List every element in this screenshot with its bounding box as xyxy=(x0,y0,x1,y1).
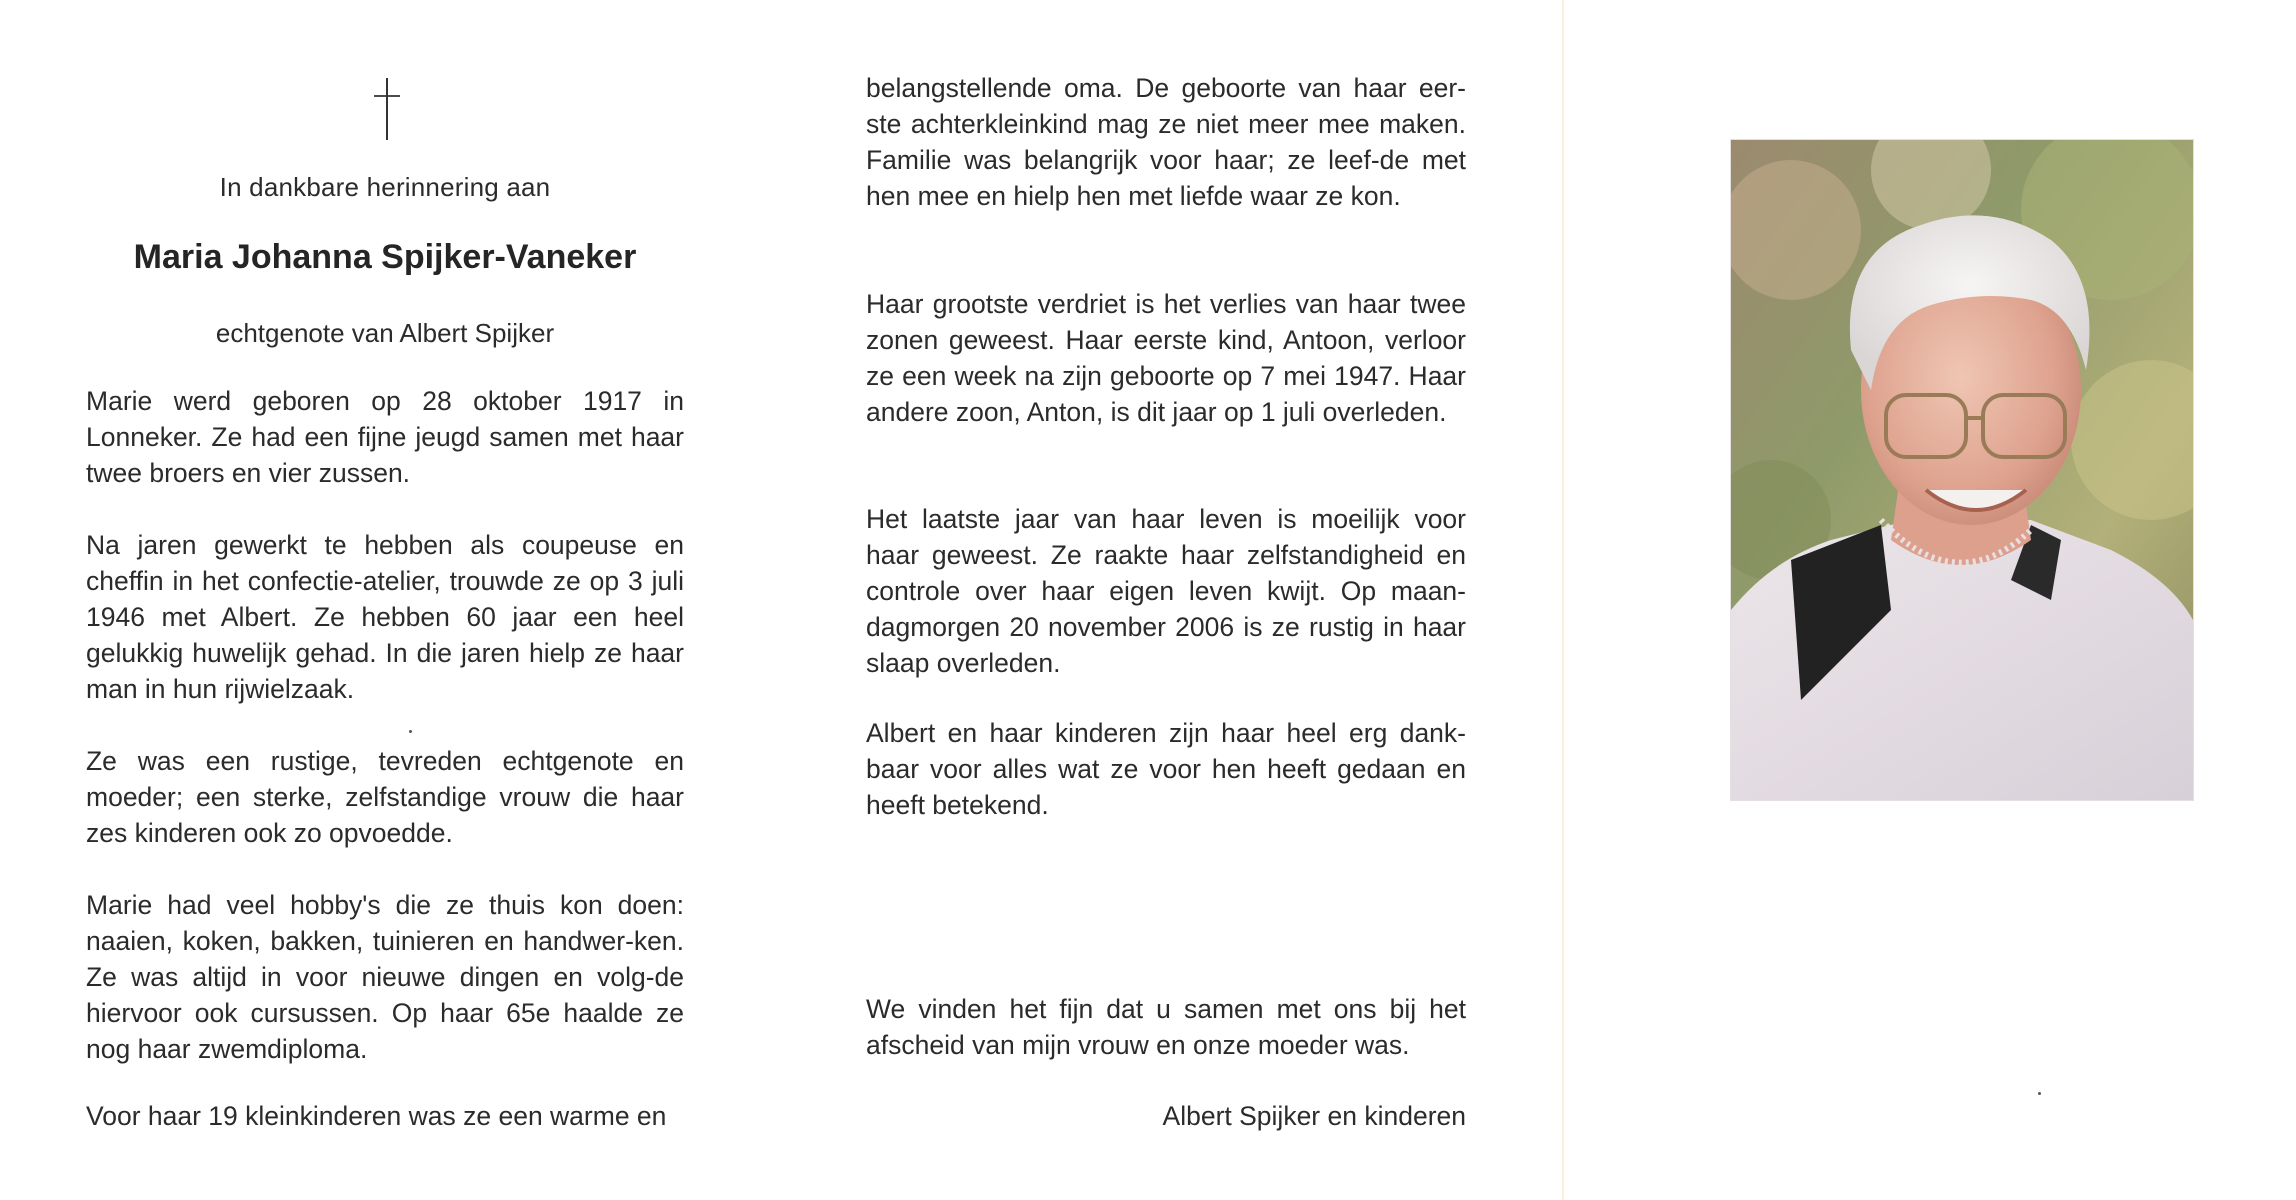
intro-line: In dankbare herinnering aan xyxy=(219,172,551,202)
paragraph-family: belangstellende oma. De geboorte van haar eer-ste achterkleinkind mag ze niet meer mee maken. Familie was belangrijk voor haar; ze leef-de met hen mee en hielp hen met liefde waar ze kon. xyxy=(866,73,1466,211)
paper-speck xyxy=(2038,1092,2041,1095)
paragraph-last-year: Het laatste jaar van haar leven is moeilijk voor haar geweest. Ze raakte haar zelfstandigheid en controle over haar eigen leven kwijt. Op maan-dagmorgen 20 november 2006 is ze rustig in haar slaap overleden. xyxy=(866,504,1466,678)
paragraph-birth: Marie werd geboren op 28 oktober 1917 in Lonneker. Ze had een fijne jeugd samen met haar twee broers en vier zussen. xyxy=(86,386,684,488)
deceased-name: Maria Johanna Spijker-Vaneker xyxy=(133,238,637,276)
card-fold xyxy=(1562,0,1565,1200)
paragraph-grandchildren: Voor haar 19 kleinkinderen was ze een warme en xyxy=(86,1101,667,1131)
paragraph-grief: Haar grootste verdriet is het verlies van haar twee zonen geweest. Haar eerste kind, Antoon, verloor ze een week na zijn geboorte op 7 mei 1947. Haar andere zoon, Anton, is dit jaar op 1 juli overleden. xyxy=(866,289,1466,427)
portrait-photo xyxy=(1731,140,2193,800)
paper-speck xyxy=(409,730,412,733)
paragraph-hobbies: Marie had veel hobby's die ze thuis kon doen: naaien, koken, bakken, tuinieren en handwer-ken. Ze was altijd in voor nieuwe dingen en volg-de hiervoor ook cursussen. Op haar 65e haalde ze nog haar zwemdiploma. xyxy=(86,890,684,1064)
signature: Albert Spijker en kinderen xyxy=(1162,1101,1466,1131)
paragraph-thanks: We vinden het fijn dat u samen met ons bij het afscheid van mijn vrouw en onze moeder was. xyxy=(866,994,1466,1060)
paragraph-gratitude: Albert en haar kinderen zijn haar heel erg dank-baar voor alles wat ze voor hen heeft gedaan en heeft betekend. xyxy=(866,718,1466,820)
paragraph-marriage: Na jaren gewerkt te hebben als coupeuse en cheffin in het confectie-atelier, trouwde ze op 3 juli 1946 met Albert. Ze hebben 60 jaar een heel gelukkig huwelijk gehad. In die jaren hielp ze haar man in hun rijwielzaak. xyxy=(86,530,684,704)
paragraph-character: Ze was een rustige, tevreden echtgenote en moeder; een sterke, zelfstandige vrouw die haar zes kinderen ook zo opvoedde. xyxy=(86,746,684,848)
portrait-image xyxy=(1731,140,2193,800)
spouse-line: echtgenote van Albert Spijker xyxy=(215,318,555,348)
cross-icon xyxy=(372,78,402,140)
